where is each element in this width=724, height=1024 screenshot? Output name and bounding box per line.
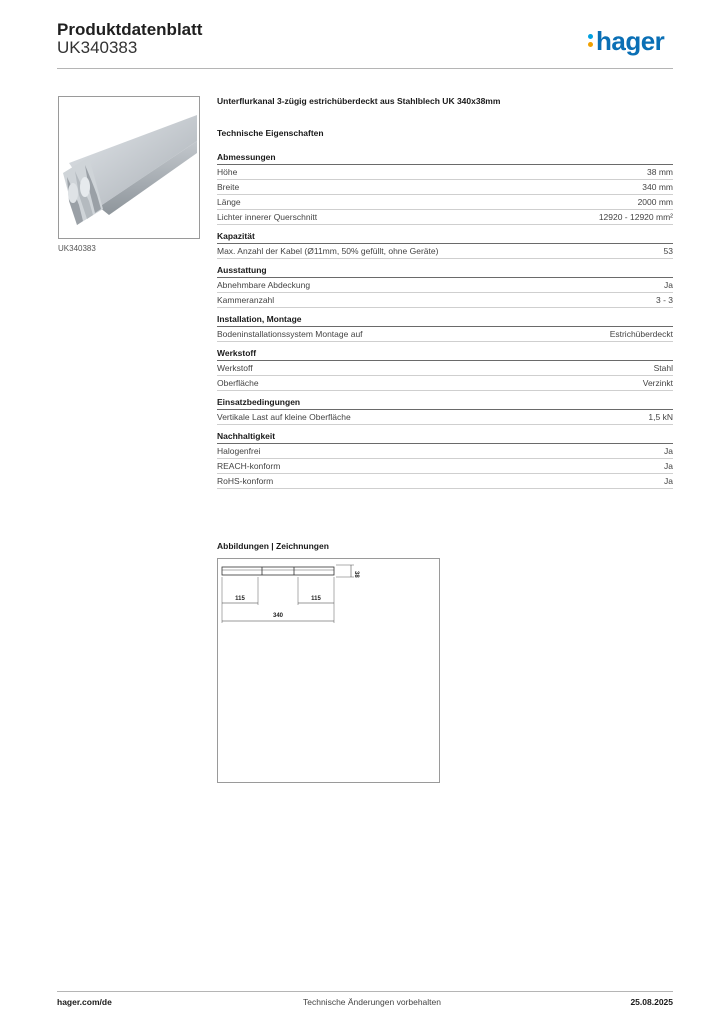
footer-date: 25.08.2025 (630, 997, 673, 1007)
product-image (58, 96, 200, 239)
spec-section (217, 264, 673, 308)
article-number: UK340383 (57, 38, 138, 57)
spec-label: Kammeranzahl (217, 295, 275, 305)
spec-label: Lichter innerer Querschnitt (217, 212, 318, 222)
image-caption: UK340383 (58, 244, 96, 253)
section-title: Installation, Montage (217, 313, 673, 327)
dim-total-label: 340 (272, 613, 284, 619)
spec-label: Max. Anzahl der Kabel (Ø11mm, 50% gefüllt, ohne Geräte) (217, 246, 439, 256)
spec-section (217, 396, 673, 425)
spec-row (217, 195, 673, 210)
section-title: Abmessungen (217, 151, 673, 165)
spec-value: 12920 - 12920 mm² (598, 212, 673, 222)
product-name: Unterflurkanal 3-zügig estrichüberdeckt aus Stahlblech UK 340x38mm (217, 96, 501, 106)
spec-label: Abnehmbare Abdeckung (217, 280, 311, 290)
footer-divider (57, 991, 673, 992)
spec-label: Halogenfrei (217, 446, 261, 456)
header-divider (57, 68, 673, 69)
spec-section (217, 151, 673, 225)
technical-heading: Technische Eigenschaften (217, 128, 324, 138)
drawing-frame (217, 558, 440, 783)
spec-label: REACH-konform (217, 461, 281, 471)
section-title: Nachhaltigkeit (217, 430, 673, 444)
spec-label: Höhe (217, 167, 238, 177)
spec-label: Vertikale Last auf kleine Oberfläche (217, 412, 351, 422)
spec-row (217, 376, 673, 391)
spec-row (217, 180, 673, 195)
hager-logo (588, 26, 664, 57)
cable-duct-image (59, 97, 199, 238)
spec-value: Ja (664, 461, 673, 471)
spec-value: Stahl (653, 363, 673, 373)
spec-value: Ja (664, 476, 673, 486)
spec-value: Verzinkt (642, 378, 673, 388)
spec-row (217, 474, 673, 489)
spec-row (217, 361, 673, 376)
dim-height-label: 38 (353, 571, 359, 578)
specs-content (217, 96, 673, 494)
spec-value: 53 (663, 246, 673, 256)
footer-note: Technische Änderungen vorbehalten (303, 997, 441, 1007)
footer-website[interactable]: hager.com/de (57, 997, 112, 1007)
spec-row (217, 210, 673, 225)
logo-text: hager (596, 26, 665, 56)
spec-row (217, 244, 673, 259)
spec-label: Werkstoff (217, 363, 253, 373)
spec-value: 38 mm (647, 167, 673, 177)
drawings-heading: Abbildungen | Zeichnungen (217, 541, 329, 551)
spec-label: Breite (217, 182, 240, 192)
spec-row (217, 410, 673, 425)
spec-value: 2000 mm (637, 197, 673, 207)
spec-section (217, 347, 673, 391)
spec-section (217, 313, 673, 342)
dim-right-label: 115 (311, 596, 321, 602)
spec-label: Oberfläche (217, 378, 259, 388)
spec-label: Bodeninstallationssystem Montage auf (217, 329, 363, 339)
spec-row (217, 165, 673, 180)
spec-value: Estrichüberdeckt (609, 329, 673, 339)
spec-value: Ja (664, 446, 673, 456)
page-title: Produktdatenblatt (57, 20, 203, 39)
spec-section (217, 230, 673, 259)
spec-row (217, 278, 673, 293)
spec-row (217, 459, 673, 474)
spec-label: Länge (217, 197, 241, 207)
spec-row (217, 444, 673, 459)
spec-value: 1,5 kN (648, 412, 673, 422)
spec-value: Ja (664, 280, 673, 290)
logo-dots-icon (588, 31, 594, 49)
spec-value: 340 mm (642, 182, 673, 192)
section-title: Kapazität (217, 230, 673, 244)
spec-sections (217, 151, 673, 489)
section-title: Einsatzbedingungen (217, 396, 673, 410)
section-title: Werkstoff (217, 347, 673, 361)
dim-left-label: 115 (235, 596, 245, 602)
spec-section (217, 430, 673, 489)
dimension-drawing (218, 559, 439, 782)
spec-row (217, 327, 673, 342)
spec-value: 3 - 3 (655, 295, 673, 305)
spec-label: RoHS-konform (217, 476, 274, 486)
spec-row (217, 293, 673, 308)
section-title: Ausstattung (217, 264, 673, 278)
